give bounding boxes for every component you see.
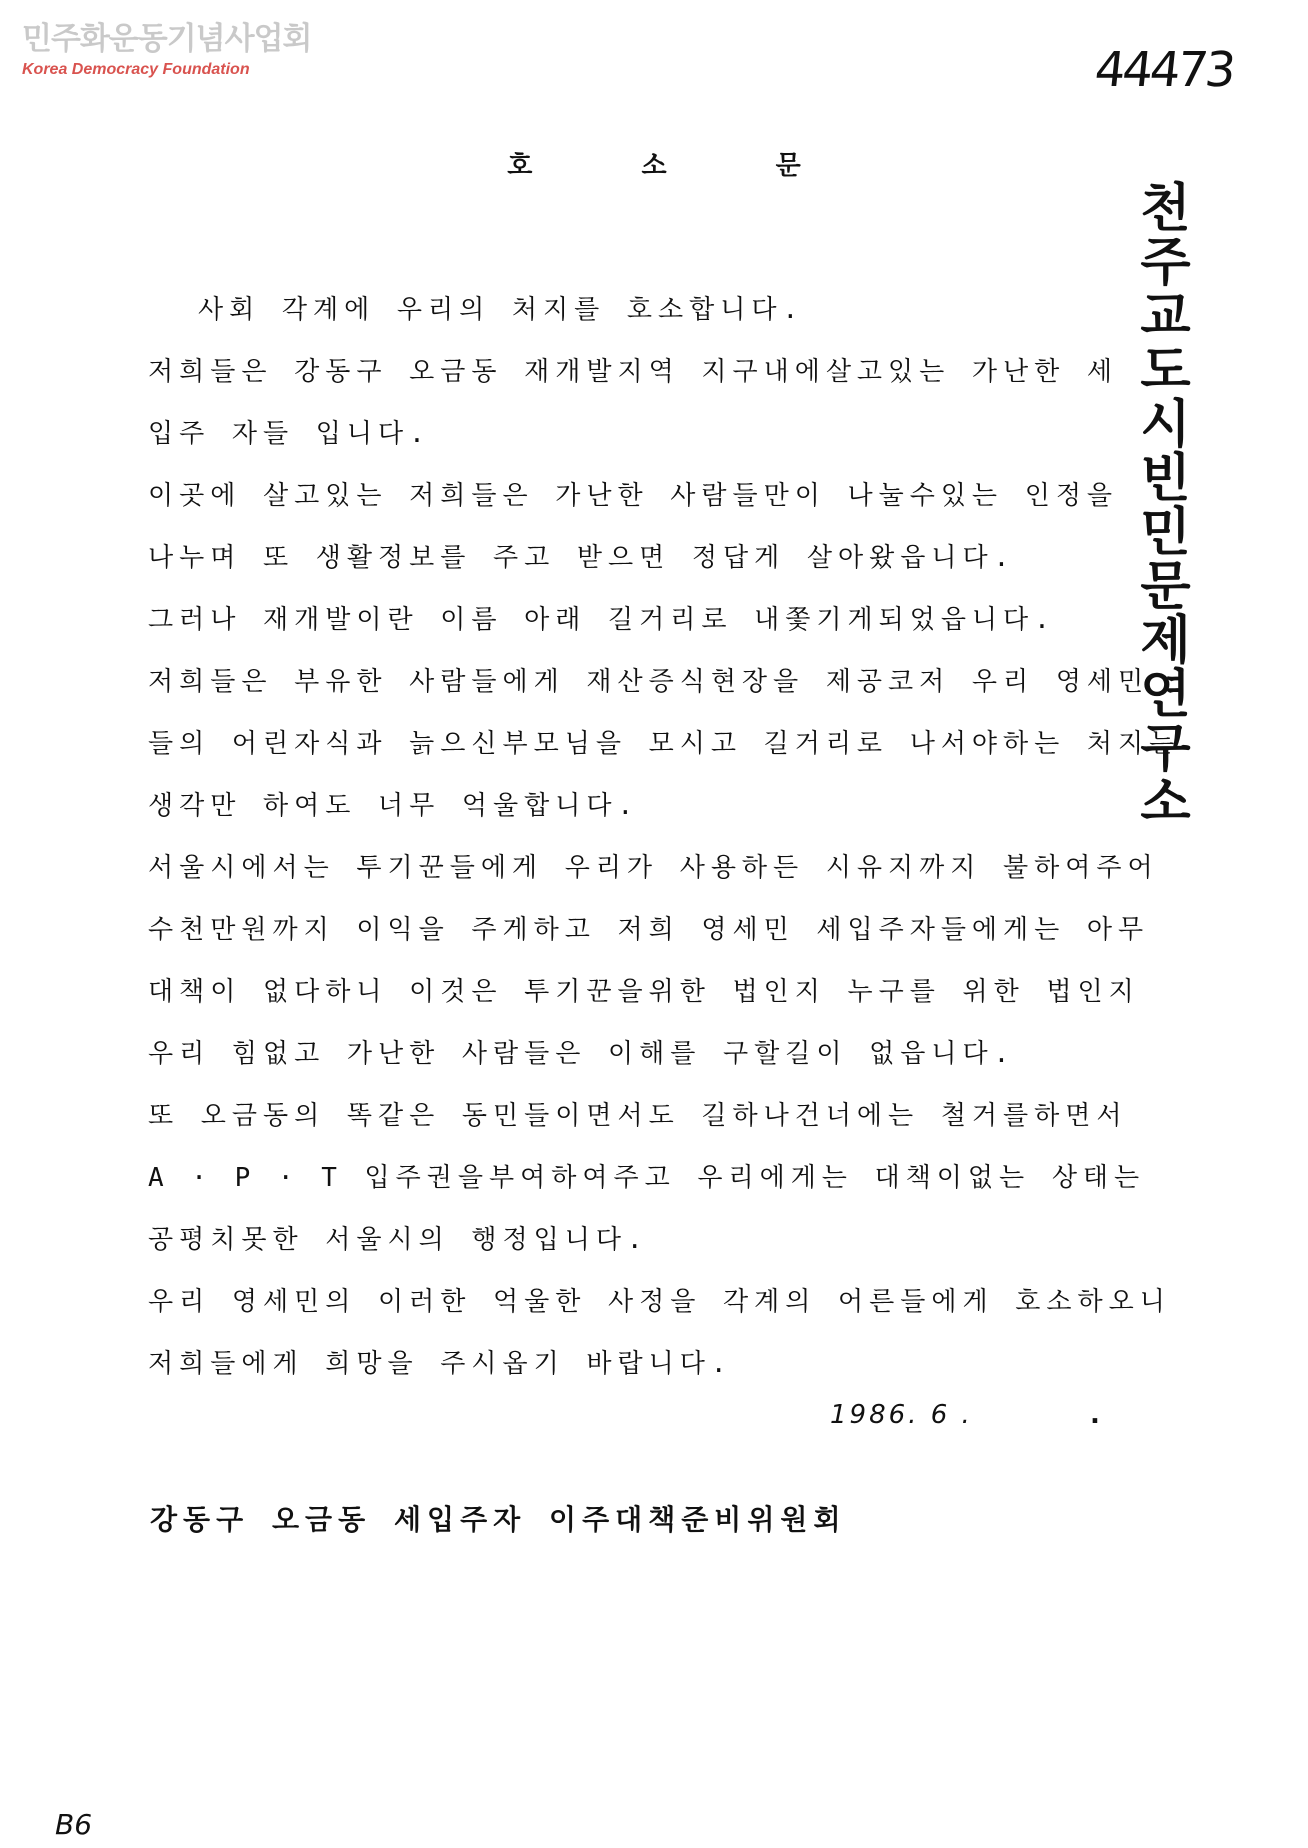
vertical-handwritten-note: 천주교도시빈민문제연구소 (1130, 180, 1190, 828)
date-trailing-dot: . (1090, 1400, 1100, 1430)
watermark-korean: 민주화운동기념사업회 (22, 21, 312, 57)
body-line: 입주 자들 입니다. (148, 419, 431, 449)
body-line: 들의 어린자식과 늙으신부모님을 모시고 길거리로 나서야하는 처지는 (148, 729, 1181, 759)
title-char-2: 소 (641, 151, 667, 181)
body-line: 이곳에 살고있는 저희들은 가난한 사람들만이 나눌수있는 인정을 (148, 481, 1119, 511)
body-line: 저희들은 부유한 사람들에게 재산증식현장을 제공코저 우리 영세민 (148, 667, 1150, 697)
body-line: A · P · T 입주권을부여하여주고 우리에게는 대책이없는 상태는 (148, 1163, 1146, 1193)
archive-number: 44473 (1092, 42, 1236, 98)
body-line: 나누며 또 생활정보를 주고 받으면 정답게 살아왔읍니다. (148, 543, 1016, 573)
body-line: 생각만 하여도 너무 억울합니다. (148, 791, 640, 821)
document-title (0, 145, 1308, 182)
body-line: 저희들에게 희망을 주시옵기 바랍니다. (148, 1349, 733, 1379)
page-mark: B6 (55, 1808, 93, 1841)
signatory-organization: 강동구 오금동 세입주자 이주대책준비위원회 (150, 1503, 847, 1536)
title-char-1: 호 (507, 151, 533, 181)
foundation-watermark (22, 20, 311, 80)
body-line: 그러나 재개발이란 이름 아래 길거리로 내쫓기게되었읍니다. (148, 605, 1056, 635)
body-line: 수천만원까지 이익을 주게하고 저희 영세민 세입주자들에게는 아무 (148, 915, 1150, 945)
watermark-english: Korea Democracy Foundation (22, 61, 250, 78)
body-line: 저희들은 강동구 오금동 재개발지역 지구내에살고있는 가난한 세 (148, 357, 1119, 387)
document-body (148, 290, 1181, 1406)
body-line: 공평치못한 서울시의 행정입니다. (148, 1225, 649, 1255)
body-line: 우리 영세민의 이러한 억울한 사정을 각계의 어른들에게 호소하오니 (148, 1287, 1171, 1317)
document-date: 1986. 6 . (830, 1400, 973, 1430)
body-line: 우리 힘없고 가난한 사람들은 이해를 구할길이 없읍니다. (148, 1039, 1016, 1069)
body-line: 또 오금동의 똑같은 동민들이면서도 길하나건너에는 철거를하면서 (148, 1101, 1128, 1131)
body-line: 서울시에서는 투기꾼들에게 우리가 사용하든 시유지까지 불하여주어 (148, 853, 1159, 883)
body-line: 사회 각계에 우리의 처지를 호소합니다. (198, 295, 805, 325)
title-char-3: 문 (775, 151, 801, 181)
body-line: 대책이 없다하니 이것은 투기꾼을위한 법인지 누구를 위한 법인지 (148, 977, 1140, 1007)
